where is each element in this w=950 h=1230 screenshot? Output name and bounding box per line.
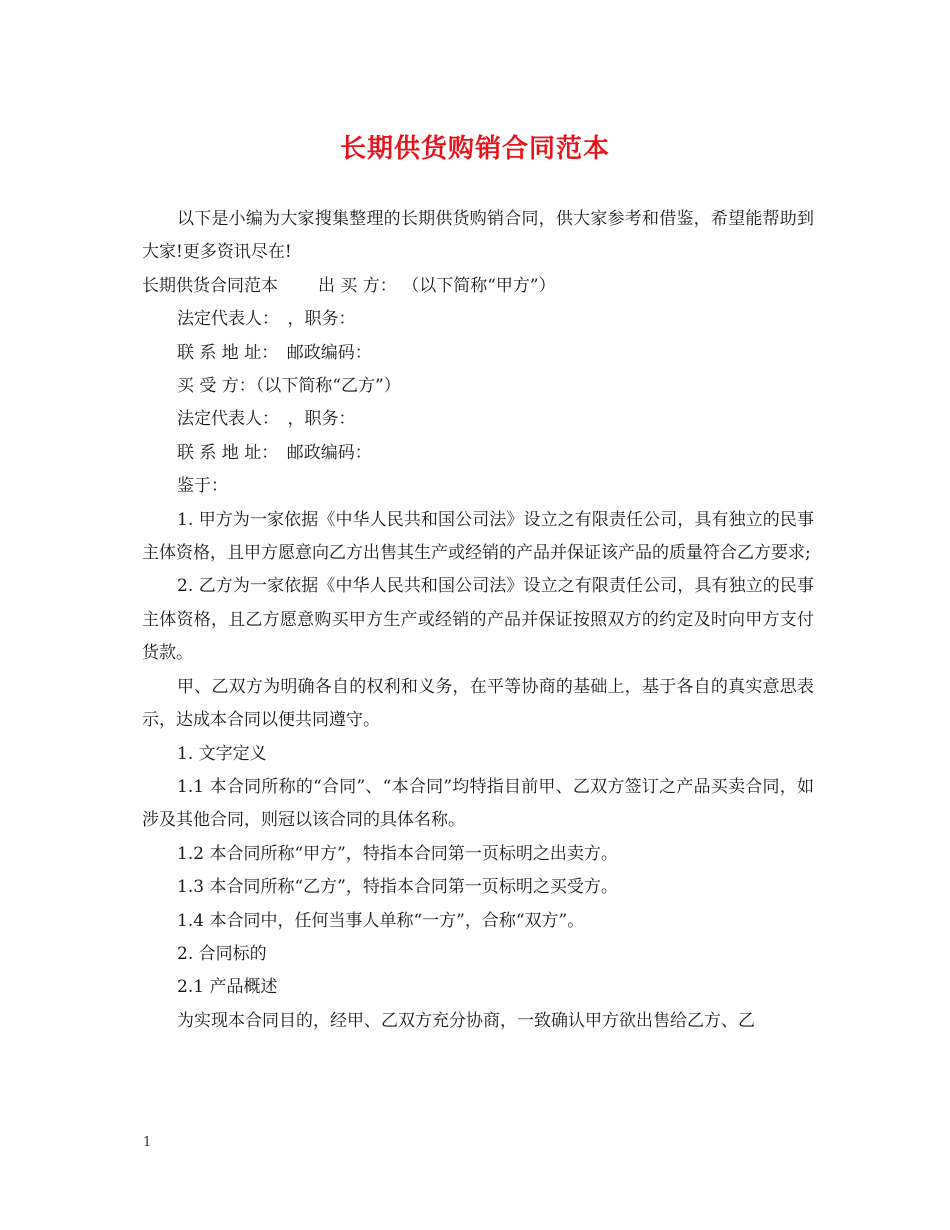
buyer-address: 联 系 地 址： 邮政编码： bbox=[177, 342, 372, 363]
section-1-4: 1.4 本合同中，任何当事人单称“一方”，合称“双方”。 bbox=[177, 910, 585, 931]
section-1-3: 1.3 本合同所称“乙方”，特指本合同第一页标明之买受方。 bbox=[177, 877, 618, 898]
buyer-party-label: 出 买 方： （以下简称“甲方”） bbox=[318, 275, 556, 296]
seller-party-label: 买 受 方：（以下简称“乙方”） bbox=[177, 376, 401, 397]
whereas-clause-1: 1. 甲方为一家依据《中华人民共和国公司法》设立之有限责任公司，具有独立的民事主体资格，且甲方愿意向乙方出售其生产或经销的产品并保证该产品的质量符合乙方要求; bbox=[142, 509, 814, 564]
contract-heading-line bbox=[142, 270, 814, 303]
page-number: 1 bbox=[143, 1135, 152, 1150]
section-1-1: 1.1 本合同所称的“合同”、“本合同”均特指目前甲、乙双方签订之产品买卖合同，如涉及其他合同，则冠以该合同的具体名称。 bbox=[142, 776, 814, 831]
intro-paragraph: 以下是小编为大家搜集整理的长期供货购销合同，供大家参考和借鉴，希望能帮助到大家!更多资讯尽在! bbox=[142, 209, 814, 263]
seller-representative: 法定代表人： ，职务： bbox=[177, 409, 356, 430]
seller-address: 联 系 地 址： 邮政编码： bbox=[177, 442, 372, 463]
whereas-clause-2: 2. 乙方为一家依据《中华人民共和国公司法》设立之有限责任公司，具有独立的民事主体资格，且乙方愿意购买甲方生产或经销的产品并保证按照双方的约定及时向甲方支付货款。 bbox=[142, 576, 814, 664]
section-1-2: 1.2 本合同所称“甲方”，特指本合同第一页标明之出卖方。 bbox=[177, 843, 618, 864]
whereas-heading: 鉴于： bbox=[177, 476, 228, 497]
contract-doc-name: 长期供货合同范本 bbox=[142, 275, 278, 296]
section-1-heading: 1. 文字定义 bbox=[177, 743, 267, 764]
section-2-heading: 2. 合同标的 bbox=[177, 943, 267, 964]
agreement-paragraph: 甲、乙双方为明确各自的权利和义务，在平等协商的基础上，基于各自的真实意思表示，达成本合同以便共同遵守。 bbox=[142, 676, 814, 731]
document-body bbox=[142, 203, 814, 1038]
document-title: 长期供货购销合同范本 bbox=[339, 134, 610, 164]
section-2-1-heading: 2.1 产品概述 bbox=[177, 977, 278, 998]
section-2-1-text: 为实现本合同目的，经甲、乙双方充分协商，一致确认甲方欲出售给乙方、乙 bbox=[177, 1010, 755, 1031]
buyer-representative: 法定代表人： ，职务： bbox=[177, 309, 356, 330]
